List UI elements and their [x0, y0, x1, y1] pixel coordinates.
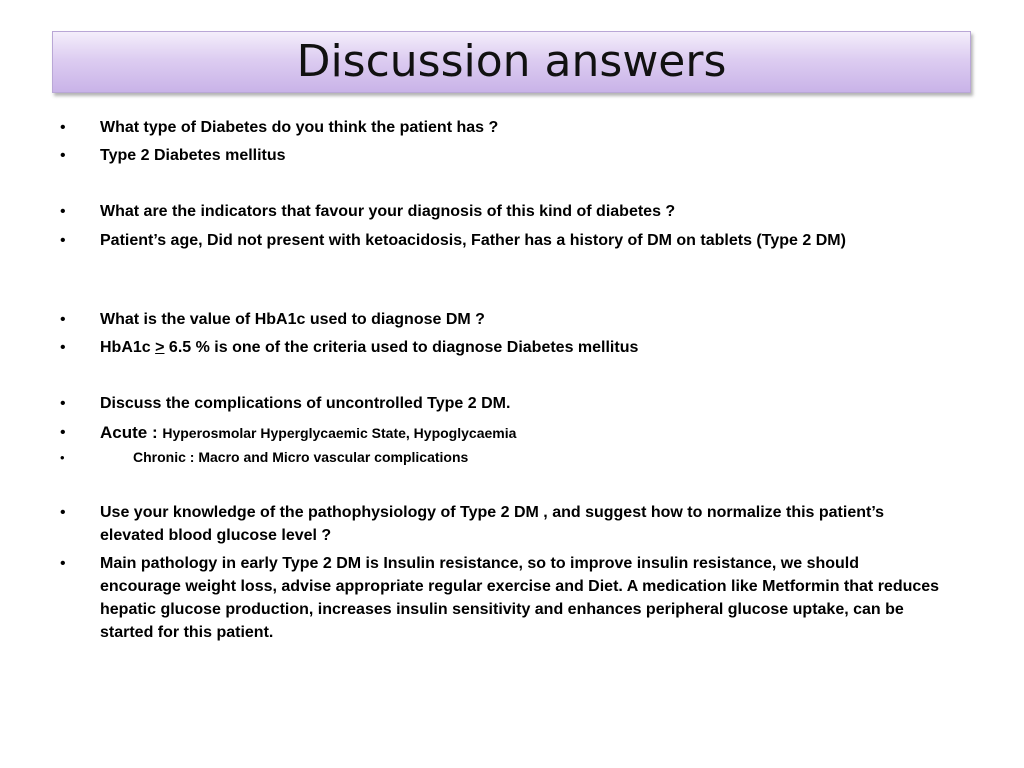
bullet-icon: •: [60, 450, 65, 465]
acute-label: Acute :: [100, 423, 163, 442]
answer-indicators: Patient’s age, Did not present with ketoacidosis, Father has a history of DM on tablets (Type 2 DM): [100, 232, 846, 249]
answer-hba1c-prefix: HbA1c: [100, 339, 156, 356]
answer-diabetes-type: Type 2 Diabetes mellitus: [100, 147, 286, 164]
bullet-icon: •: [60, 203, 66, 220]
question-pathophysiology: Use your knowledge of the pathophysiology of Type 2 DM , and suggest how to normalize this patient’s elevated blood glucose level ?: [100, 504, 885, 544]
question-diabetes-type: What type of Diabetes do you think the patient has ?: [100, 119, 499, 136]
bullet-icon: •: [60, 147, 66, 164]
greater-equal-symbol: >: [155, 339, 165, 356]
bullet-icon: •: [60, 504, 66, 521]
bullet-icon: •: [60, 339, 66, 356]
bullet-icon: •: [60, 311, 66, 328]
chronic-complications: Chronic : Macro and Micro vascular complications: [133, 449, 469, 465]
question-hba1c: What is the value of HbA1c used to diagnose DM ?: [100, 311, 485, 328]
acute-complications: [100, 421, 960, 445]
bullet-icon: •: [60, 232, 66, 249]
answer-hba1c: [100, 336, 960, 359]
slide-title: Discussion answers: [296, 36, 727, 87]
question-indicators: What are the indicators that favour your diagnosis of this kind of diabetes ?: [100, 203, 676, 220]
answer-hba1c-suffix: 6.5 % is one of the criteria used to diagnose Diabetes mellitus: [164, 339, 639, 356]
bullet-icon: •: [60, 555, 66, 572]
bullet-icon: •: [60, 424, 66, 441]
bullet-icon: •: [60, 119, 66, 136]
bullet-icon: •: [60, 395, 66, 412]
slide-title-box: [52, 31, 971, 93]
question-complications: Discuss the complications of uncontrolled Type 2 DM.: [100, 395, 511, 412]
answer-pathophysiology: Main pathology in early Type 2 DM is Insulin resistance, so to improve insulin resistance, we should encourage weight loss, advise appropriate regular exercise and Diet. A medication like Metformin that reduces hepatic glucose production, increases insulin sensitivity and enhances peripheral glucose uptake, can be started for this patient.: [100, 555, 940, 641]
acute-detail: Hyperosmolar Hyperglycaemic State, Hypoglycaemia: [162, 425, 517, 441]
